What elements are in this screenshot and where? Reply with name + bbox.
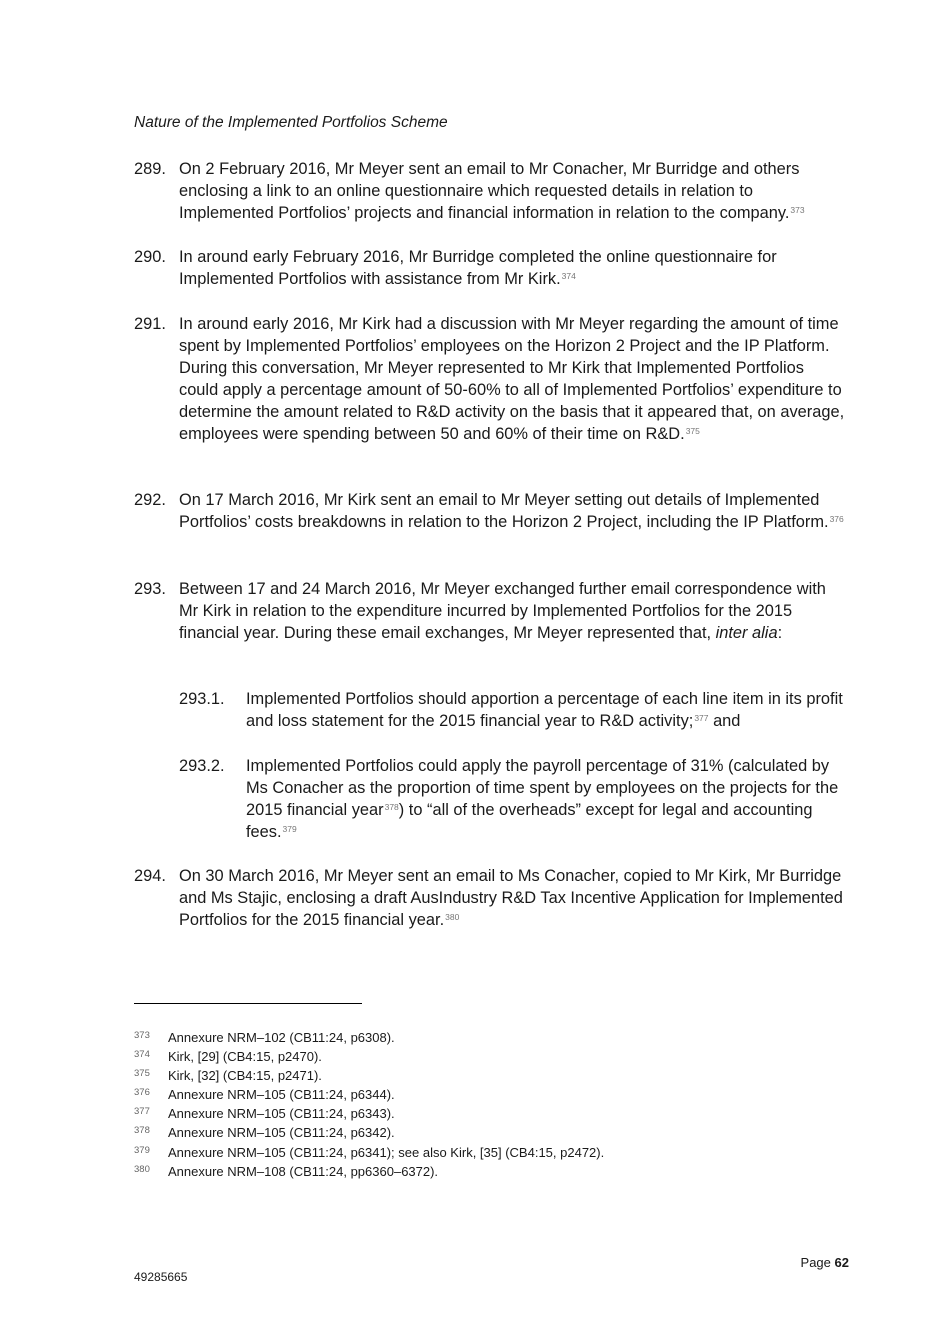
footnote-ref[interactable]: 379 xyxy=(282,824,297,834)
footnote-text: Annexure NRM–105 (CB11:24, p6343). xyxy=(168,1106,395,1122)
paragraph-text: On 17 March 2016, Mr Kirk sent an email to Mr Meyer setting out details of Implemented Portfolios’ costs breakdowns in relation to the Horizon 2 Project, including the IP Platform. xyxy=(179,491,829,531)
paragraph-294 xyxy=(134,865,846,931)
paragraph-text: In around early February 2016, Mr Burridge completed the online questionnaire for Implemented Portfolios with assistance from Mr Kirk. xyxy=(179,248,777,288)
subparagraph-number: 293.1. xyxy=(179,690,225,708)
footnote-text: Annexure NRM–105 (CB11:24, p6341); see also Kirk, [35] (CB4:15, p2472). xyxy=(168,1144,605,1160)
paragraph-italic-text: inter alia xyxy=(715,624,778,642)
footnote-number: 373 xyxy=(134,1030,150,1041)
footnote-item xyxy=(134,1047,734,1066)
paragraph-292 xyxy=(134,489,846,533)
footnote-text: Annexure NRM–105 (CB11:24, p6342). xyxy=(168,1125,395,1141)
subparagraph-text-tail: and xyxy=(708,712,741,730)
footnotes xyxy=(134,1028,734,1181)
paragraph-289 xyxy=(134,158,846,224)
footnote-text: Kirk, [32] (CB4:15, p2471). xyxy=(168,1068,322,1084)
footnote-ref[interactable]: 374 xyxy=(561,271,576,281)
paragraph-text: Between 17 and 24 March 2016, Mr Meyer exchanged further email correspondence with Mr Kirk in relation to the expenditure incurred by Implemented Portfolios for the 2015 financial year. During these email exchanges, Mr Meyer represented that, xyxy=(179,580,826,642)
footnote-ref[interactable]: 377 xyxy=(694,713,709,723)
footnote-item xyxy=(134,1085,734,1104)
footnote-ref[interactable]: 375 xyxy=(685,426,700,436)
page-number-value: 62 xyxy=(834,1255,849,1270)
footnote-item xyxy=(134,1104,734,1123)
paragraph-290 xyxy=(134,246,846,290)
paragraph-291 xyxy=(134,313,846,445)
subparagraph-text-middle: ) to “all of the overheads” except for legal and accounting fees. xyxy=(246,801,813,841)
subparagraph-text: Implemented Portfolios should apportion a percentage of each line item in its profit and loss statement for the 2015 financial year to R&D activity; xyxy=(246,690,843,730)
paragraph-text: In around early 2016, Mr Kirk had a discussion with Mr Meyer regarding the amount of time spent by Implemented Portfolios’ employees on the Horizon 2 Project and the IP Platform. During this conversation, Mr Meyer represented to Mr Kirk that Implemented Portfolios could apply a percentage amount of 50-60% to all of Implemented Portfolios’ expenditure to determine the amount related to R&D activity on the basis that it appeared that, on average, employees were spending between 50 and 60% of their time on R&D. xyxy=(179,315,845,443)
paragraph-text-tail: : xyxy=(777,624,783,642)
footnote-text: Annexure NRM–102 (CB11:24, p6308). xyxy=(168,1030,395,1045)
footnote-number: 378 xyxy=(134,1125,150,1137)
footnote-text: Annexure NRM–105 (CB11:24, p6344). xyxy=(168,1087,395,1103)
footnote-ref[interactable]: 376 xyxy=(829,514,844,524)
paragraph-number: 289. xyxy=(134,160,166,178)
paragraph-number: 294. xyxy=(134,867,166,885)
footnote-text: Kirk, [29] (CB4:15, p2470). xyxy=(168,1049,322,1065)
document-id: 49285665 xyxy=(134,1270,188,1284)
footnote-number: 375 xyxy=(134,1068,150,1080)
paragraph-text: On 30 March 2016, Mr Meyer sent an email to Ms Conacher, copied to Mr Kirk, Mr Burridge and Ms Stajic, enclosing a draft AusIndustry R&D Tax Incentive Application for Implemented Portfolios for the 2015 financial year. xyxy=(179,867,843,929)
footnote-item xyxy=(134,1162,734,1181)
paragraph-number: 290. xyxy=(134,248,166,266)
page-label: Page xyxy=(800,1255,831,1270)
footnote-number: 380 xyxy=(134,1163,150,1175)
footnote-item xyxy=(134,1143,734,1162)
footnote-number: 377 xyxy=(134,1106,150,1118)
footnote-ref[interactable]: 380 xyxy=(445,912,460,922)
subparagraph-text: Implemented Portfolios could apply the payroll percentage of 31% (calculated by Ms Conacher as the proportion of time spent by employees on the projects for the 2015 financial year xyxy=(246,757,839,819)
section-heading: Nature of the Implemented Portfolios Scheme xyxy=(134,114,448,131)
paragraph-number: 292. xyxy=(134,491,166,509)
subparagraph-number: 293.2. xyxy=(179,757,225,775)
paragraph-number: 291. xyxy=(134,315,166,333)
subparagraph-293-1 xyxy=(179,688,849,732)
footnote-ref[interactable]: 378 xyxy=(384,802,399,812)
paragraph-number: 293. xyxy=(134,580,166,598)
page-number xyxy=(801,1255,849,1270)
footnote-item xyxy=(134,1028,734,1047)
footnote-item xyxy=(134,1123,734,1142)
footnote-text: Annexure NRM–108 (CB11:24, pp6360–6372). xyxy=(168,1163,439,1179)
footnote-ref[interactable]: 373 xyxy=(790,205,805,215)
footnote-separator xyxy=(134,1003,362,1004)
paragraph-293 xyxy=(134,578,846,644)
paragraph-text: On 2 February 2016, Mr Meyer sent an email to Mr Conacher, Mr Burridge and others enclosing a link to an online questionnaire which requested details in relation to Implemented Portfolios’ projects and financial information in relation to the company. xyxy=(179,160,800,222)
footnote-number: 376 xyxy=(134,1087,150,1099)
subparagraph-293-2 xyxy=(179,755,849,843)
footnote-number: 379 xyxy=(134,1144,150,1156)
footnote-number: 374 xyxy=(134,1049,150,1061)
footnote-item xyxy=(134,1066,734,1085)
